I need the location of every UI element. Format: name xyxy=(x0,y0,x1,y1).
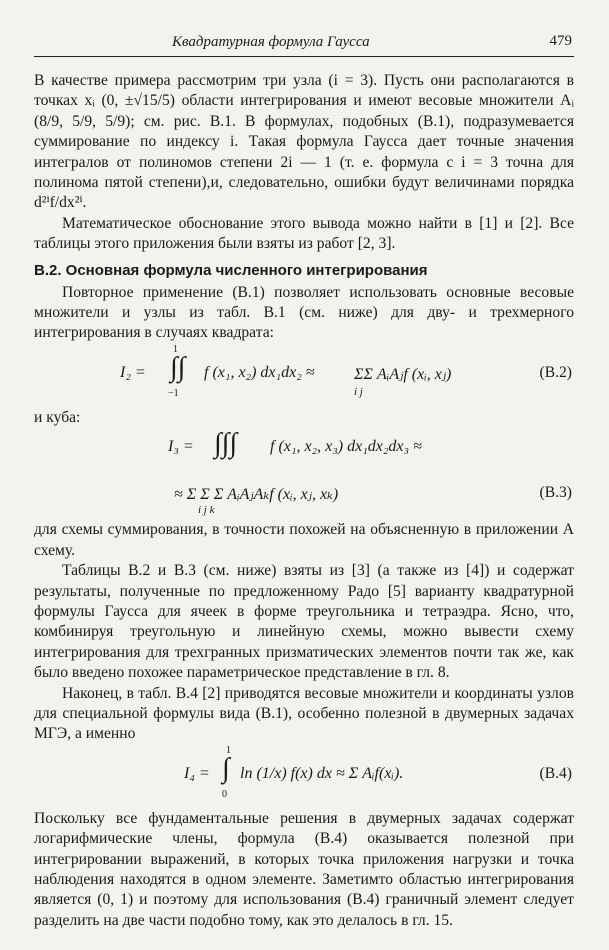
eq4-number: (В.4) xyxy=(539,764,572,782)
eq4-lhs: I₄ = xyxy=(184,764,210,782)
paragraph-6: Таблицы В.2 и В.3 (см. ниже) взяты из [3] (а также из [4]) и содержат результаты, полученные по предложенному Радо [5] варианту квадратурной формулы Гаусса для ячеек в форме треугольника и тетраэдра. Ясно, что, комбинируя треугольную и линейную схемы, можно вывести схему интегрирования для трехгранных призматических элементов почти так же, как было введено похожее параметрическое представление в гл. 8. xyxy=(34,562,574,682)
eq4-integrand: ln (1/x) f(x) dx ≈ Σ Aᵢf(xᵢ). xyxy=(240,764,404,782)
equation-b4 xyxy=(34,745,574,809)
eq2-lower-limit: −1 xyxy=(168,387,179,399)
eq4-lower-limit: 0 xyxy=(222,788,227,800)
equation-b3 xyxy=(34,428,574,520)
running-header xyxy=(34,30,574,57)
paragraph-4: и куба: xyxy=(34,408,81,426)
eq2-number: (В.2) xyxy=(539,363,572,381)
page-number: 479 xyxy=(549,33,572,49)
eq2-sum-indices: i j xyxy=(354,385,363,398)
eq2-sum: ΣΣ AᵢAⱼf (xᵢ, xⱼ) xyxy=(354,365,452,383)
integral-sign: ∫∫ xyxy=(170,351,186,383)
triple-integral-sign: ∫∫∫ xyxy=(214,428,238,460)
paragraph-8: Поскольку все фундаментальные решения в двумерных задачах содержат логарифмические члены, формула (В.4) оказывается полезной при интегрировании выражений, в которых точка приложения нагрузки и точка наблюдения находятся в одном элементе. Заметимто областью интегрирования является (0, 1) и поэтому для использования (В.4) граничный элемент следует разделить на две части подобно тому, как это делалось в гл. 15. xyxy=(34,809,574,929)
paragraph-5: для схемы суммирования, в точности похожей на объясненную в приложении А схему. xyxy=(34,521,574,559)
eq3-lhs: I₃ = xyxy=(168,438,194,456)
equation-b2 xyxy=(34,344,574,408)
header-title: Квадратурная формула Гаусса xyxy=(172,34,370,50)
eq2-lhs: I₂ = xyxy=(120,363,146,381)
eq3-sum: ≈ Σ Σ Σ AᵢAⱼAₖf (xᵢ, xⱼ, xₖ) xyxy=(174,486,339,504)
eq3-integrand: f (x₁, x₂, x₃) dx₁dx₂dx₃ ≈ xyxy=(270,438,422,456)
paragraph-3: Повторное применение (В.1) позволяет использовать основные весовые множители и узлы из табл. В.1 (см. ниже) для дву- и трехмерного интегрирования в случаях квадрата: xyxy=(34,283,574,342)
eq3-number: (В.3) xyxy=(539,484,572,502)
eq4-upper-limit: 1 xyxy=(226,744,231,756)
paragraph-7: Наконец, в табл. В.4 [2] приводятся весовые множители и координаты узлов для специальной формулы вида (В.1), особенно полезной в двумерных задачах МГЭ, а именно xyxy=(34,684,574,743)
eq2-integrand: f (x₁, x₂) dx₁dx₂ ≈ xyxy=(204,363,315,381)
integral-sign-b4: ∫ xyxy=(222,752,230,784)
paragraph-1: В качестве примера рассмотрим три узла (i = 3). Пусть они располагаются в точках xᵢ (0, ±√15/5) области интегрирования и имеют весовые множители Aᵢ (8/9, 5/9, 5/9); см. рис. В.1. В формулах, подобных (В.1), подразумевается суммирование по индексу i. Такая формула Гаусса дает точные значения интегралов от полиномов степени 2i — 1 (т. е. формула с i = 3 точна для полинома пятой степени),и, следовательно, ошибки будут величинами порядка d²ⁱf/dx²ⁱ. xyxy=(34,72,574,212)
eq3-sum-indices: i j k xyxy=(198,504,215,517)
book-page xyxy=(34,30,574,931)
paragraph-2: Математическое обоснование этого вывода можно найти в [1] и [2]. Все таблицы этого приложения были взяты из работ [2, 3]. xyxy=(34,214,574,253)
eq2-upper-limit: 1 xyxy=(173,343,178,355)
section-heading: В.2. Основная формула численного интегрирования xyxy=(34,261,428,279)
